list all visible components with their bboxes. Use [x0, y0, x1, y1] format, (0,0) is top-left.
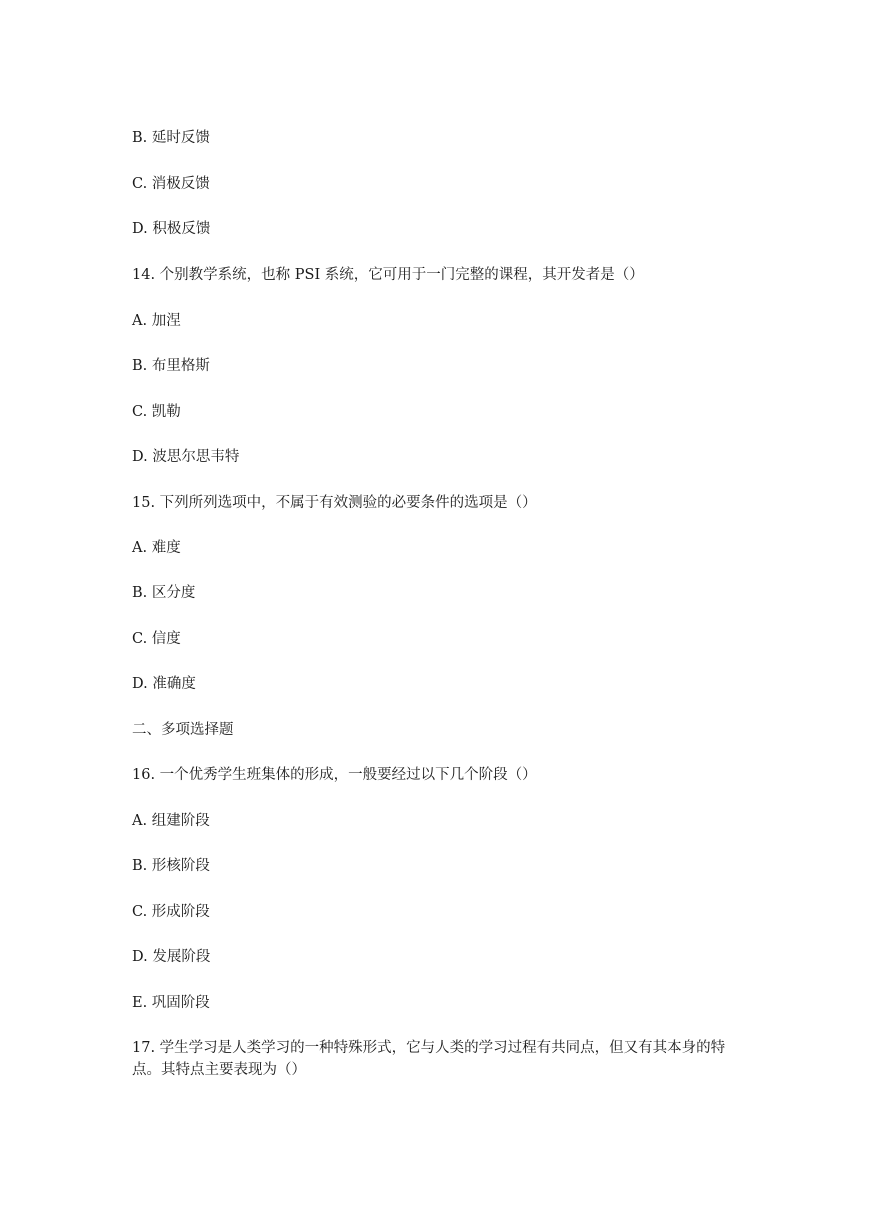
option-14c: C. 凯勒 — [132, 404, 181, 420]
option-14b: B. 布里格斯 — [132, 358, 210, 374]
option-16b: B. 形核阶段 — [132, 858, 210, 874]
section-heading: 二、多项选择题 — [132, 722, 234, 738]
option-15a: A. 难度 — [132, 540, 181, 556]
option-13c: C. 消极反馈 — [132, 176, 210, 192]
option-15d: D. 准确度 — [132, 676, 196, 692]
option-16c: C. 形成阶段 — [132, 904, 210, 920]
option-13b: B. 延时反馈 — [132, 130, 210, 146]
question-14: 14. 个别教学系统，也称 PSI 系统，它可用于一门完整的课程，其开发者是（） — [132, 267, 644, 283]
option-15c: C. 信度 — [132, 631, 181, 647]
option-15b: B. 区分度 — [132, 585, 196, 601]
question-16: 16. 一个优秀学生班集体的形成，一般要经过以下几个阶段（） — [132, 767, 537, 783]
option-16d: D. 发展阶段 — [132, 949, 211, 965]
option-14a: A. 加涅 — [132, 313, 181, 329]
question-17: 17. 学生学习是人类学习的一种特殊形式，它与人类的学习过程有共同点，但又有其本身的特点。其特点主要表现为（） — [132, 1040, 726, 1078]
option-14d: D. 波思尔思韦特 — [132, 449, 240, 465]
option-16e: E. 巩固阶段 — [132, 995, 210, 1011]
option-13d: D. 积极反馈 — [132, 221, 211, 237]
option-16a: A. 组建阶段 — [132, 813, 210, 829]
question-15: 15. 下列所列选项中，不属于有效测验的必要条件的选项是（） — [132, 495, 537, 511]
